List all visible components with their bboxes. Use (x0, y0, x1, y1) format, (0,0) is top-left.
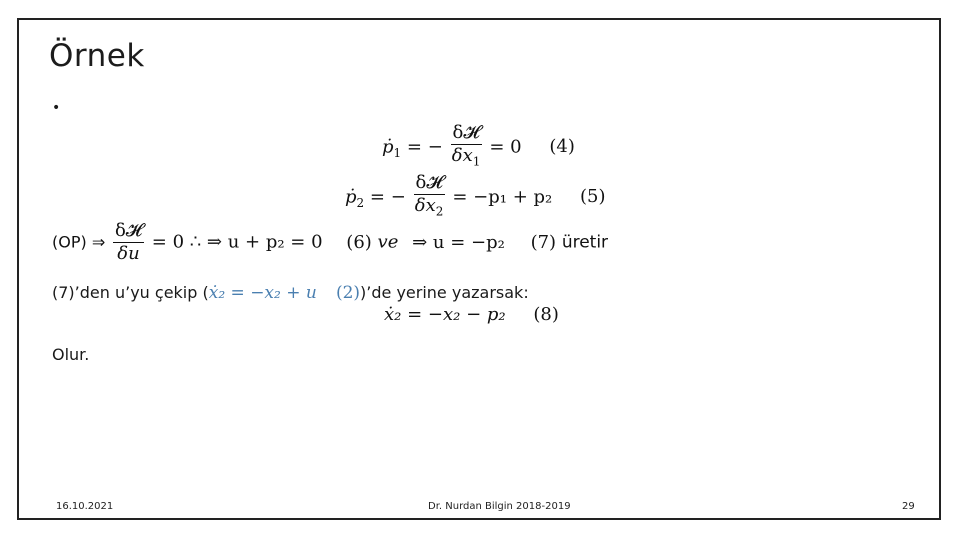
fraction: $\frac{\text{δ𝓗}}{\delta u}$ (114, 220, 143, 264)
substitution-line: (7)’den u’yu çekip (ẋ₂ = −x₂ + u (2))’de yerine yazarsak: (52, 283, 529, 303)
page-number: 29 (902, 501, 915, 512)
equation-5: ṗ$_2$ = − $\frac{\text{δ𝓗}}{\delta x_2}$ = −p₁ + p₂ (5) (345, 172, 605, 223)
slide-title: Örnek (49, 38, 145, 74)
op-line: (OP) ⇒ $\frac{\text{δ𝓗}}{\delta u}$ = 0 ∴ ⇒ u + p₂ = 0 (6) ve ⇒ u = −p₂ (7) üretir (52, 220, 609, 264)
bullet-point: • (52, 100, 61, 116)
equation-label: (4) (549, 136, 575, 158)
footer-date: 16.10.2021 (56, 501, 114, 512)
footer-author: Dr. Nurdan Bilgin 2018-2019 (428, 501, 571, 512)
equation-8: ẋ₂ = −x₂ − p₂ (8) (384, 304, 559, 325)
equation-4: ṗ$_1$ = − $\frac{\text{δ𝓗}}{\delta x_1}$ = 0 (4) (382, 122, 575, 173)
fraction: $\frac{\text{δ𝓗}}{\delta x_1}$ (451, 122, 481, 169)
equation-label: (5) (579, 186, 606, 208)
fraction: $\frac{\text{δ𝓗}}{\delta x_2}$ (414, 172, 444, 219)
slide-frame (17, 18, 941, 520)
olur-text: Olur. (52, 345, 90, 364)
